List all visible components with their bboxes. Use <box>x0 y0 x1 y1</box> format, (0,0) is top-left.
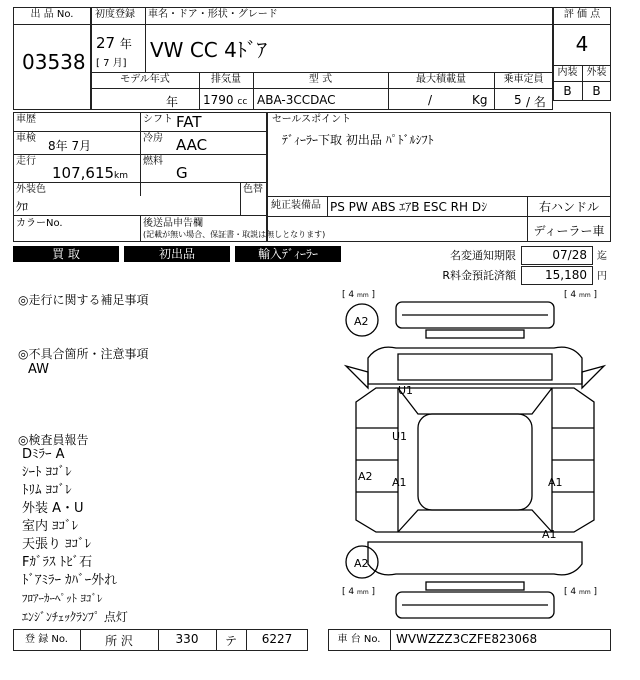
tag-purchase: 買 取 <box>13 246 119 262</box>
exterior-grade-label: 外装 <box>586 67 607 78</box>
max-load-unit: Kg <box>472 93 488 107</box>
max-load-value: / <box>428 93 433 107</box>
max-load-label: 最大積載量 <box>416 74 466 85</box>
sales-point-text: ﾃﾞｨｰﾗｰ下取 初出品 ﾊﾟﾄﾞﾙｼﾌﾄ <box>282 133 434 147</box>
name-change-value: 07/28 <box>552 248 587 262</box>
registration-label: 登 録 No. <box>25 634 68 645</box>
overall-grade: 4 <box>575 32 589 56</box>
post-report-label: 後送品申告欄 <box>143 218 203 229</box>
tire-depth-rear-right: [ 4 mm ] <box>564 587 598 597</box>
tire-depth-rear-left: [ 4 mm ] <box>342 587 376 597</box>
tire-depth-front-left: [ 4 mm ] <box>342 290 376 300</box>
defect-notes-heading: ◎不具合箇所・注意事項 <box>18 347 149 361</box>
capacity-label: 乗車定員 <box>503 74 544 85</box>
vin-label: 車 台 No. <box>337 634 381 645</box>
inspector-line: 外装 A・U <box>22 501 84 516</box>
fuel-label: 燃料 <box>143 156 163 167</box>
tire-depth-front-right: [ 4 mm ] <box>564 290 598 300</box>
mark-left-front-door: A1 <box>392 476 407 489</box>
mileage-value: 107,615km <box>52 164 129 182</box>
mark-rear-bumper: A2 <box>354 557 369 570</box>
registration-month: [ 7 月] <box>96 58 127 69</box>
shift-label: シフト <box>143 114 173 125</box>
car-name: VW CC 4ﾄﾞｱ <box>150 38 267 62</box>
mark-right-front-door: A1 <box>548 476 563 489</box>
ext-color-value: ｸﾛ <box>16 200 29 214</box>
inspector-line: 天張り ﾖｺﾞﾚ <box>22 537 92 552</box>
registration-class: 330 <box>175 632 199 646</box>
displacement-value: 1790 cc <box>203 93 248 107</box>
inspector-heading: ◎検査員報告 <box>18 433 89 447</box>
registration-kana: テ <box>224 634 237 648</box>
type-label: 型 式 <box>308 74 333 85</box>
model-year-unit: 年 <box>166 95 179 109</box>
lot-number-label: 出 品 No. <box>30 9 74 20</box>
exterior-grade: B <box>592 84 601 98</box>
inspection-value: 8年 7月 <box>48 139 92 153</box>
inspector-line: 室内 ﾖｺﾞﾚ <box>22 519 79 534</box>
mark-rear-window: U1 <box>398 384 414 397</box>
displacement-label: 排気量 <box>211 74 241 85</box>
equipment-list: PS PW ABS ｴｱB ESC RH Dｼ <box>330 200 488 214</box>
mark-front-bumper: A2 <box>354 315 369 328</box>
dealer-car: ディーラー車 <box>533 224 605 238</box>
recycle-unit: 円 <box>597 271 607 282</box>
inspector-line: Dﾐﾗｰ A <box>22 447 65 462</box>
registration-number: 6227 <box>261 632 293 646</box>
name-change-unit: 迄 <box>597 251 607 262</box>
grade-label: 評 価 点 <box>563 9 601 20</box>
model-year-label: モデル年式 <box>120 74 170 85</box>
inspection-label: 車検 <box>16 133 36 144</box>
equipment-label: 純正装備品 <box>271 200 321 211</box>
car-damage-diagram <box>338 288 612 626</box>
driving-notes-heading: ◎走行に関する補足事項 <box>18 293 149 307</box>
inspector-line: Fｶﾞﾗｽ ﾄﾋﾞ石 <box>22 555 93 570</box>
interior-grade-label: 内装 <box>557 67 578 78</box>
mark-left-side: A2 <box>358 470 373 483</box>
lot-number: 03538 <box>22 50 86 74</box>
sales-point-label: セールスポイント <box>272 114 352 125</box>
vin-number: WVWZZZ3CZFE823068 <box>396 632 538 646</box>
inspector-line: ﾌﾛｱｰｶｰﾍﾟｯﾄ ﾖｺﾞﾚ <box>22 592 103 605</box>
recycle-value: 15,180 <box>545 268 587 282</box>
inspector-line: ｼｰﾄ ﾖｺﾞﾚ <box>22 465 72 480</box>
capacity-unit: / 名 <box>526 95 546 109</box>
fuel-value: G <box>176 164 188 182</box>
inspector-line: ｴﾝｼﾞﾝﾁｪｯｸﾗﾝﾌﾟ 点灯 <box>22 610 128 624</box>
ext-color-label: 外装色 <box>16 184 46 195</box>
capacity-value: 5 <box>514 93 522 107</box>
handle-side: 右ハンドル <box>538 200 599 214</box>
defect-line: AW <box>28 362 50 377</box>
post-report-note: (記載が無い場合、保証書・取説は無しとなります) <box>143 230 326 239</box>
color-no-label: カラーNo. <box>16 218 63 229</box>
type-value: ABA-3CCDAC <box>257 93 336 107</box>
shift-value: FAT <box>176 113 202 131</box>
repaint-label: 色替 <box>243 184 263 195</box>
mileage-label: 走行 <box>16 156 36 167</box>
model-label: 車名・ドア・形状・グレード <box>148 9 278 20</box>
ac-label: 冷房 <box>143 133 163 144</box>
tag-import-dealer: 輸入ﾃﾞｨｰﾗｰ <box>235 246 341 262</box>
tag-first-listing: 初出品 <box>124 246 230 262</box>
interior-grade: B <box>563 84 572 98</box>
registration-area: 所 沢 <box>105 634 133 648</box>
inspector-line: ﾄﾘﾑ ﾖｺﾞﾚ <box>22 483 72 498</box>
first-registration-label: 初度登録 <box>95 9 135 20</box>
mark-roof: U1 <box>392 430 408 443</box>
inspector-line: ﾄﾞｱﾐﾗｰ ｶﾊﾞｰ外れ <box>22 573 118 588</box>
ac-value: AAC <box>176 136 208 154</box>
name-change-label: 名変通知期限 <box>450 249 516 262</box>
mark-right-rear: A1 <box>542 528 557 541</box>
history-label: 車歴 <box>16 114 36 125</box>
recycle-label: R料金預託済額 <box>442 269 516 282</box>
registration-year: 27 年 <box>96 34 132 52</box>
